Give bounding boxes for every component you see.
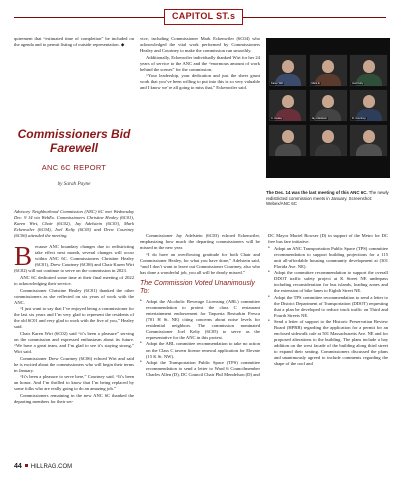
body-paragraph: Additionally, Eckenwiler individually thanked Wirt for her 24 years of service to the ANC and the “enormous amount of work behind the scenes” for the commission. [140, 54, 260, 72]
vote-item: • Adopt the Alcoholic Beverage Licensing (ABL) committee recommendation to protest the class C restaurant entertainment endorsement for Taqueria Resturkin Fresca (701 H St. NE) citing concerns about noise levels for residential neighbors. The commission nominated Commissioner Joel Kelty (6C05) to serve as the representative for the ANC in this protest. [140, 299, 260, 341]
vote-list [140, 299, 260, 378]
participant-head [363, 130, 375, 143]
photo-caption [266, 190, 390, 207]
participant-head [322, 130, 334, 143]
column-1-top [14, 36, 134, 49]
body-paragraph: ecause ANC boundary changes due to redistricting take effect next month, several changes will occur within ANC 6C. Commissioners Christine Healey (6C01), Drew Courtney (6C06) and Chair Karen Wirt (6C02) will not continue to serve on the commission in 2023. [14, 244, 134, 274]
body-paragraph: vice, including Commissioner Mark Eckenwiler (6C04) who acknowledged the vital work performed by Commissioners Healey and Courtney to make the commission run smoothly. [140, 36, 260, 54]
article-headline: Commissioners Bid Farewell [17, 127, 131, 155]
participant-name: Karen Wirt [271, 82, 284, 85]
video-tile [309, 124, 348, 157]
page-footer [14, 463, 72, 470]
vote-item: • Adopt the ABL committee recommendation to take no action on the Class C tavern license renewal application for Elevate (15 K St. NW). [140, 341, 260, 359]
vote-item: • Send a letter of support to the Historic Preservation Review Board (HPRB) regarding the application for a permit for an enclosed sidewalk cafe at 501 Massachusetts Ave. NE and for proposed alterations to the building. The plans include a bay addition on the west facade of the building along third street to expand their seating. Commissioners discussed the plans and unanimously agreed to include comments regarding the shape of the roof and [268, 319, 388, 367]
participant-name: C. Healey [271, 117, 283, 120]
vote-item: • Adopt an ANC Transportation Public Space (TPS) committee recommendation to support building projections for a 115 unit all-affordable housing community development at (301 Florida Ave. NE). [268, 246, 388, 270]
video-tile [349, 89, 388, 122]
body-paragraph: Commissioner Jay Adelstein (6C03) echoed Eckenwiler, emphasizing how much the departing commissioners will be missed in the new year. [140, 233, 260, 251]
vote-item: • Adopt the committee recommendation to support the overall DDOT traffic safety project at K Street NE underpass including reconsideration for bus islands, loading zones and the extension of bike lanes to Eighth Street NE. [268, 270, 388, 294]
body-paragraph: Commissioner Christine Healey (6C01) thanked the other commissioners as she reflected on six years of work with the ANC. [14, 287, 134, 305]
article-byline: by Sarah Payne [57, 181, 91, 187]
continued-paragraph: quirement that “estimated time of completion” be included on the agenda and to permit listing of outside representation. ◆ [14, 36, 134, 48]
participant-head [282, 95, 294, 108]
column-2-top [140, 36, 260, 92]
participant-body [315, 144, 341, 156]
page-number: 44 [14, 463, 22, 470]
column-1-body [14, 209, 134, 405]
dropcap-paragraph [14, 241, 134, 274]
body-paragraph: “Your leadership, your dedication and just the sheer grunt work that you’ve been willing to put into this is so very valuable and I know we’re all going to miss that,” Eckenwiler said. [140, 73, 260, 91]
video-tile [349, 54, 388, 87]
body-paragraph: ANC 6C dedicated some time at their final meeting of 2022 to acknowledging their service. [14, 274, 134, 287]
article-header [14, 128, 134, 187]
participant-head [282, 60, 294, 73]
photo-block [266, 38, 390, 186]
column-2-bottom [140, 233, 260, 378]
caption-bold: The Dec. 14 was the last meeting of this ANC 6C. [266, 190, 368, 195]
video-tile [309, 89, 348, 122]
section-tag: CAPITOL ST.s [164, 9, 243, 25]
article-subhead: ANC 6C REPORT [41, 163, 107, 172]
participant-head [363, 60, 375, 73]
vote-list-continued [268, 246, 388, 368]
participant-name: D. Courtney [352, 117, 366, 120]
participant-name: Mark E. [311, 82, 321, 85]
drop-cap: B [14, 241, 33, 272]
participant-name: Joel Kelty [352, 82, 364, 85]
participant-head [322, 60, 334, 73]
column-1-paragraphs [14, 275, 134, 405]
footer-square-icon [25, 464, 28, 467]
participant-head [322, 95, 334, 108]
section-heading: The Commission Voted Unanimously To: [140, 279, 255, 295]
body-paragraph: Chair Karen Wirt (6C02) said “it’s been a pleasure” serving on the commission and expressed enthusiasm about its future. “We have a great team, and I’m glad to see it’s staying strong,” Wirt said. [14, 330, 134, 355]
body-paragraph: Commissioner Drew Courtney (6C06) echoed Wirt and said he is excited about the commissioners who will begin their terms in January. [14, 355, 134, 373]
column-2-paragraphs [140, 233, 260, 276]
body-paragraph: “I just want to say that I’ve enjoyed being a commissioner for the last six years and I’m very glad to represent the residents of the old 6C01 and very glad to work with the five of you,” Healey said. [14, 306, 134, 330]
site-name: HILLRAG.COM [30, 464, 73, 470]
column-3-bottom [268, 233, 388, 368]
participant-head [282, 130, 294, 143]
intro-paragraph: Advisory Neighborhood Commission (ANC) 6C met Wednesday Dec. 9 14 via WebEx. Commissioners Christine Healey (6C01), Karen Wirt, Chair (6C02), Jay Adelstein (6C03), Mark Eckenwiler (6C04), Joel Kelty (6C05) and Drew Courtney (6C06) attended the meeting. [14, 209, 134, 239]
body-paragraph: Commissioners remaining in the new ANC 6C thanked the departing members for their ser- [14, 392, 134, 404]
vote-item: • Adopt the TPS committee recommendation to send a letter to the District Department of Transportation (DDOT) requesting that a plan be developed to reduce truck traffic on Third and Fourth Streets NE. [268, 295, 388, 319]
body-paragraph: “I do have an overflowing gratitude for both Chair and Commissioner Healey, for what you have done,” Adelstein said, “and I don’t want to leave out Commissioner Courtney, also who has done a wonderful job, you all will be dearly missed.” [140, 251, 260, 275]
body-paragraph: “It’s been a pleasure to serve here,” Courtney said. “It’s been an honor. And I’m thrilled to know that I’m being replaced by some folks who are really going to do an amazing job.” [14, 374, 134, 392]
video-tile [268, 54, 307, 87]
participant-body [275, 144, 301, 156]
body-paragraph: DC Mayor Muriel Bowser (D) in support of the Metro for DC free bus fare initiative. [268, 233, 388, 245]
participant-head [363, 95, 375, 108]
video-tile [268, 124, 307, 157]
video-tile [309, 54, 348, 87]
webex-screenshot-photo [266, 38, 390, 178]
masthead [0, 6, 400, 28]
participant-body [356, 144, 382, 156]
video-tile [268, 89, 307, 122]
caption-rest: The newly redistricted commission meets in January. Screenshot: Webex/ANC 6C [266, 190, 389, 207]
video-tile [349, 124, 388, 157]
vote-item: • Adopt the Transportation Public Space (TPS) committee recommendation to send a letter to Ward 6 Councilmember Charles Allen (D), DC Council Chair Phil Mendelson (D) and [140, 360, 260, 378]
participant-name: Jay Adelstein [311, 117, 327, 120]
